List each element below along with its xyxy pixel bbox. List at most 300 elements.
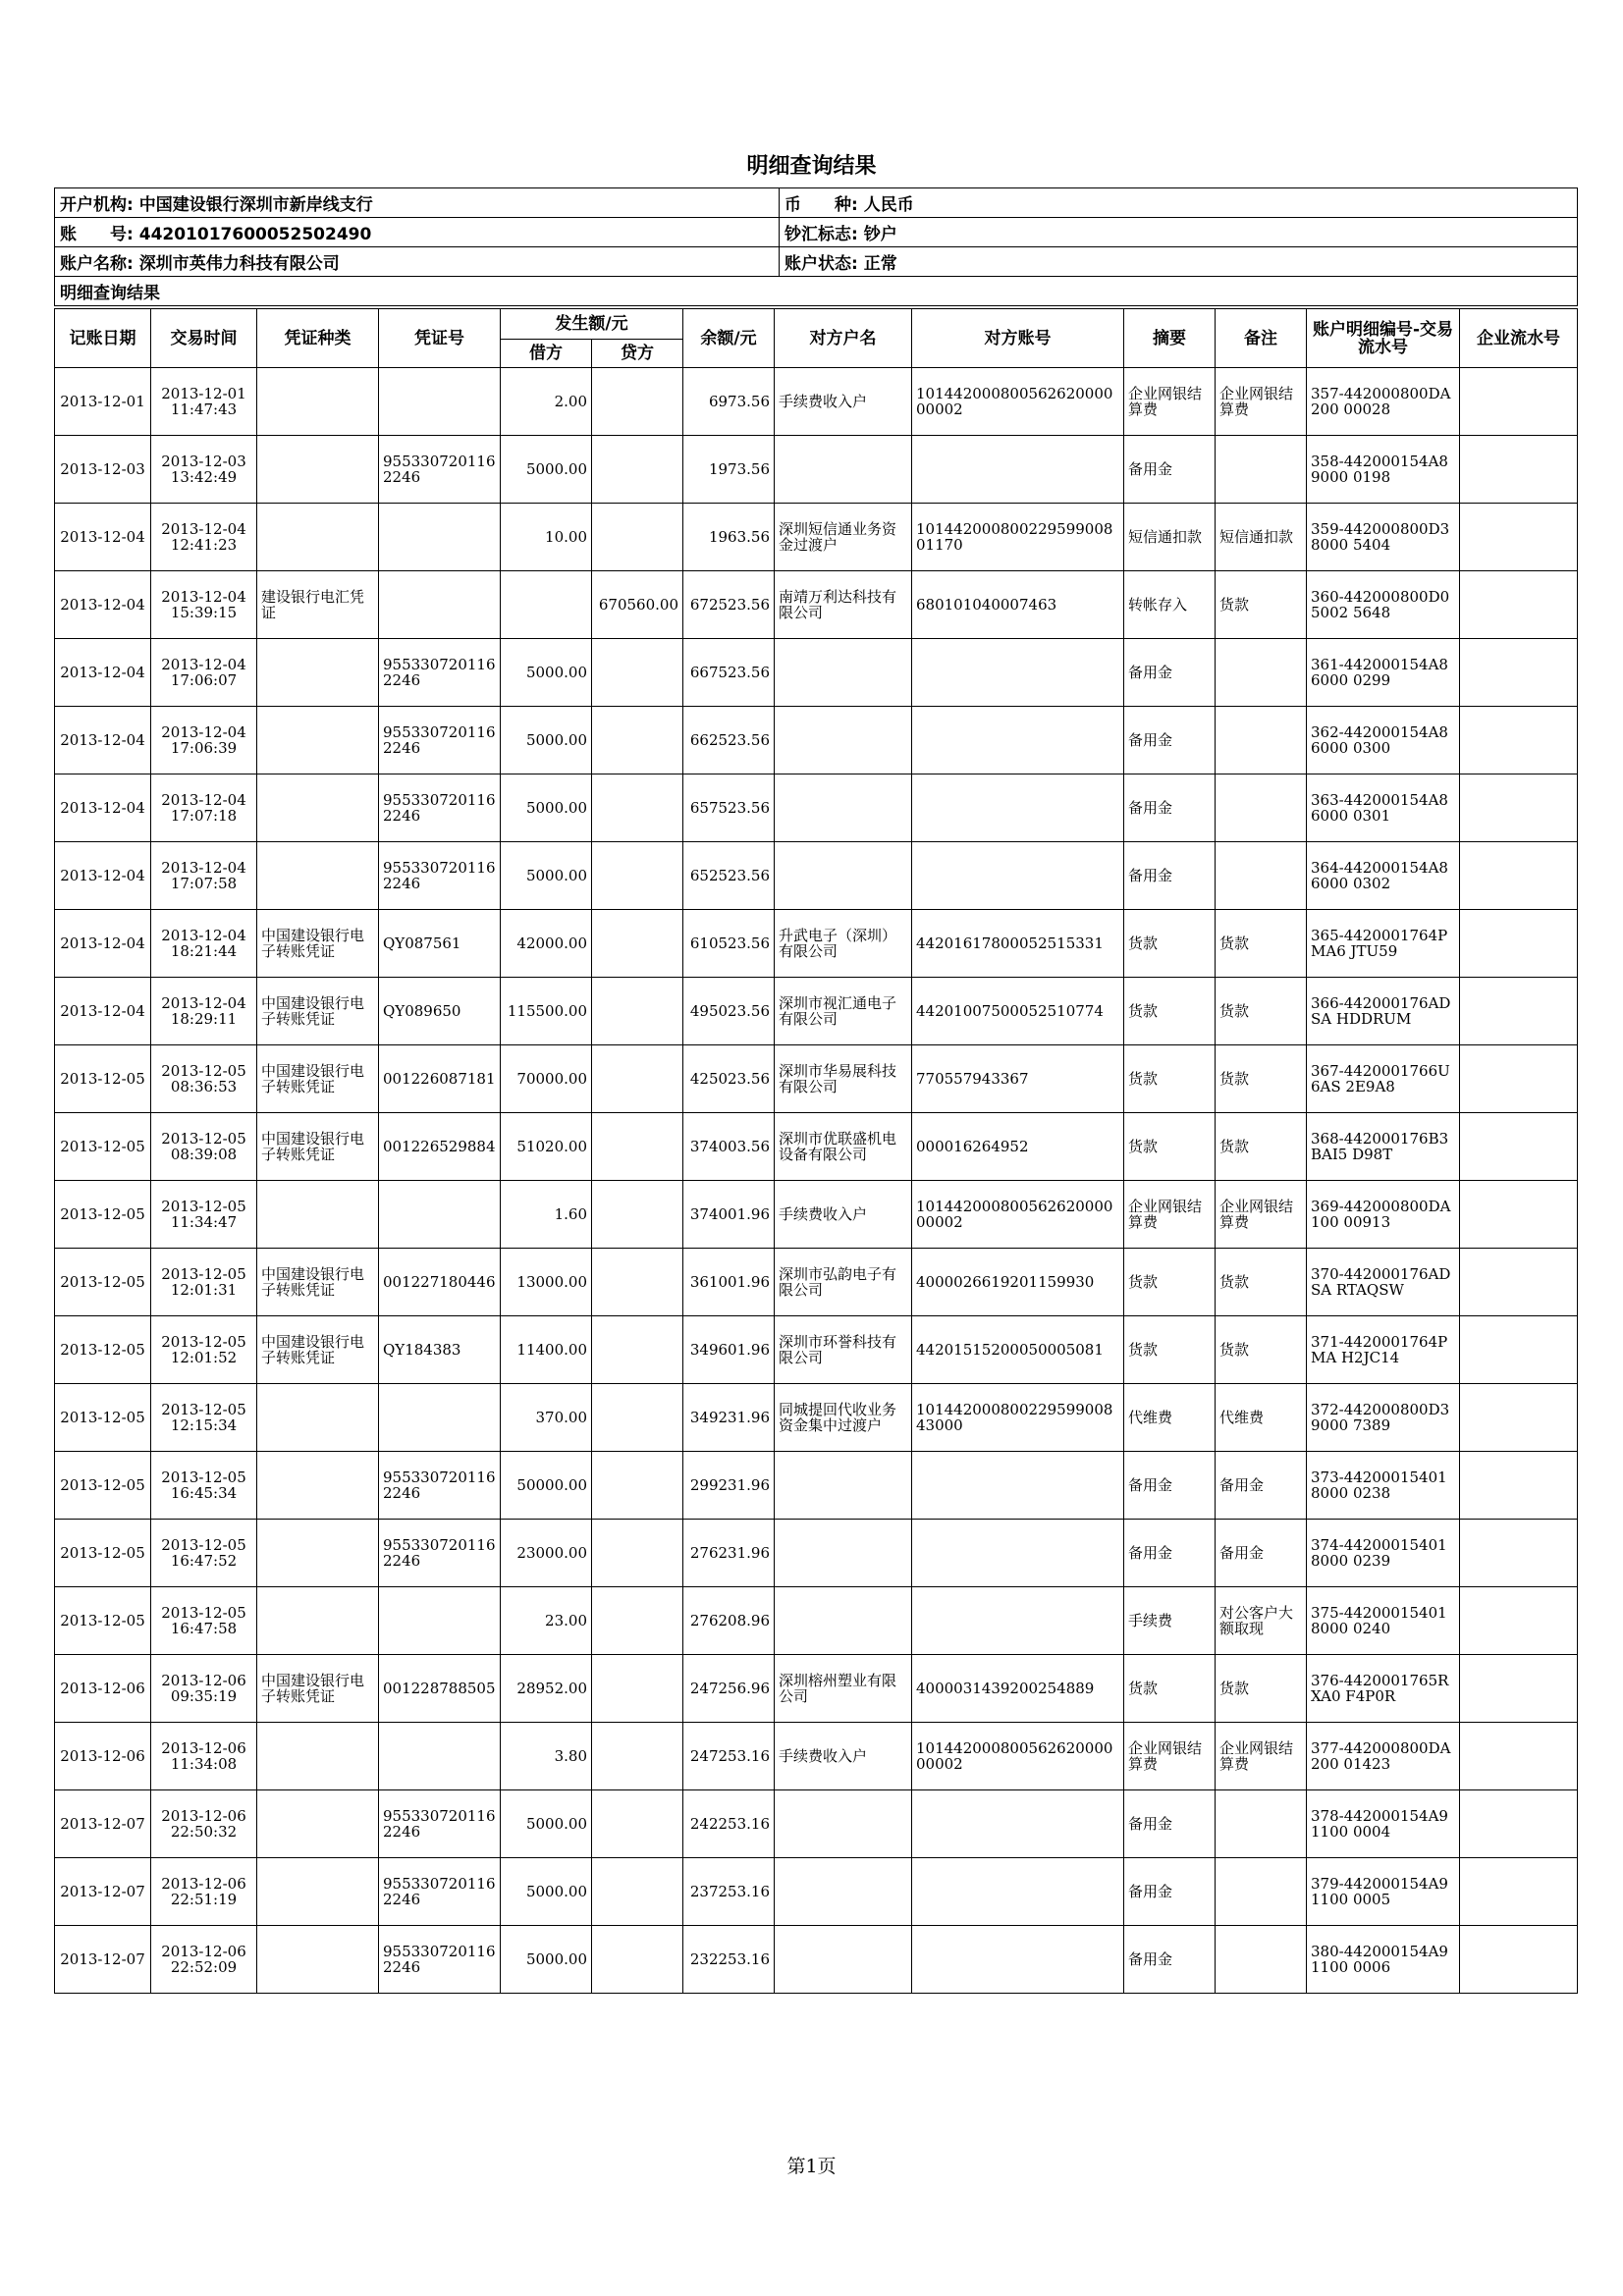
row-detail-no: 359-442000800D38000 5404 xyxy=(1307,504,1460,571)
row-counterparty-account: 4000026619201159930 xyxy=(912,1249,1124,1316)
row-summary: 备用金 xyxy=(1124,1452,1216,1520)
row-credit: 670560.00 xyxy=(592,571,683,639)
row-enterprise-no xyxy=(1460,1181,1578,1249)
table-row xyxy=(55,368,1578,436)
row-credit xyxy=(592,368,683,436)
row-summary: 企业网银结算费 xyxy=(1124,1723,1216,1790)
row-enterprise-no xyxy=(1460,1452,1578,1520)
row-voucher-type xyxy=(257,368,379,436)
row-debit: 11400.00 xyxy=(501,1316,592,1384)
row-credit xyxy=(592,1926,683,1994)
table-row xyxy=(55,1249,1578,1316)
row-time: 2013-12-05 11:34:47 xyxy=(151,1181,257,1249)
status-label: 账户状态: xyxy=(784,254,858,274)
row-counterparty-name: 深圳市优联盛机电设备有限公司 xyxy=(775,1113,912,1181)
row-balance: 349601.96 xyxy=(683,1316,775,1384)
row-time: 2013-12-05 12:15:34 xyxy=(151,1384,257,1452)
row-voucher-no: 001226087181 xyxy=(379,1045,501,1113)
row-time: 2013-12-04 17:06:07 xyxy=(151,639,257,707)
header-voucher-no: 凭证号 xyxy=(379,309,501,368)
row-balance: 247253.16 xyxy=(683,1723,775,1790)
row-note: 货款 xyxy=(1216,571,1307,639)
row-enterprise-no xyxy=(1460,436,1578,504)
row-debit: 2.00 xyxy=(501,368,592,436)
table-row xyxy=(55,436,1578,504)
row-counterparty-account xyxy=(912,1790,1124,1858)
header-amount-group: 发生额/元 xyxy=(501,309,683,340)
row-voucher-type xyxy=(257,504,379,571)
row-credit xyxy=(592,1587,683,1655)
row-balance: 276231.96 xyxy=(683,1520,775,1587)
header-note: 备注 xyxy=(1216,309,1307,368)
row-date: 2013-12-06 xyxy=(55,1723,151,1790)
row-time: 2013-12-05 08:39:08 xyxy=(151,1113,257,1181)
row-voucher-type xyxy=(257,707,379,774)
row-voucher-type xyxy=(257,1384,379,1452)
row-voucher-no: 955330720116 2246 xyxy=(379,436,501,504)
row-credit xyxy=(592,1249,683,1316)
row-debit: 5000.00 xyxy=(501,1926,592,1994)
row-time: 2013-12-04 15:39:15 xyxy=(151,571,257,639)
row-note xyxy=(1216,707,1307,774)
row-counterparty-account: 680101040007463 xyxy=(912,571,1124,639)
row-counterparty-account xyxy=(912,1452,1124,1520)
row-note xyxy=(1216,1790,1307,1858)
row-note: 货款 xyxy=(1216,978,1307,1045)
row-debit: 51020.00 xyxy=(501,1113,592,1181)
row-detail-no: 375-442000154018000 0240 xyxy=(1307,1587,1460,1655)
row-time: 2013-12-05 12:01:52 xyxy=(151,1316,257,1384)
row-voucher-type xyxy=(257,1858,379,1926)
row-date: 2013-12-06 xyxy=(55,1655,151,1723)
row-time: 2013-12-04 18:29:11 xyxy=(151,978,257,1045)
row-date: 2013-12-04 xyxy=(55,707,151,774)
row-summary: 备用金 xyxy=(1124,707,1216,774)
row-counterparty-name: 升武电子（深圳）有限公司 xyxy=(775,910,912,978)
row-summary: 货款 xyxy=(1124,978,1216,1045)
row-credit xyxy=(592,707,683,774)
row-detail-no: 380-442000154A91100 0006 xyxy=(1307,1926,1460,1994)
row-voucher-no: 955330720116 2246 xyxy=(379,707,501,774)
institution-label: 开户机构: xyxy=(60,195,134,215)
row-debit: 10.00 xyxy=(501,504,592,571)
row-counterparty-account xyxy=(912,774,1124,842)
row-enterprise-no xyxy=(1460,1316,1578,1384)
row-enterprise-no xyxy=(1460,1520,1578,1587)
row-counterparty-name: 深圳市华易展科技有限公司 xyxy=(775,1045,912,1113)
row-balance: 1973.56 xyxy=(683,436,775,504)
row-detail-no: 366-442000176ADSA HDDRUM xyxy=(1307,978,1460,1045)
row-note: 企业网银结算费 xyxy=(1216,1723,1307,1790)
row-enterprise-no xyxy=(1460,1587,1578,1655)
row-voucher-no xyxy=(379,1181,501,1249)
row-voucher-no: 955330720116 2246 xyxy=(379,1520,501,1587)
row-detail-no: 358-442000154A89000 0198 xyxy=(1307,436,1460,504)
row-counterparty-name xyxy=(775,1790,912,1858)
account-no-label: 账 号: xyxy=(60,225,134,244)
row-note xyxy=(1216,436,1307,504)
row-summary: 备用金 xyxy=(1124,774,1216,842)
row-counterparty-account xyxy=(912,436,1124,504)
row-summary: 短信通扣款 xyxy=(1124,504,1216,571)
row-counterparty-account: 44201617800052515331 xyxy=(912,910,1124,978)
row-note: 对公客户大额取现 xyxy=(1216,1587,1307,1655)
row-voucher-no xyxy=(379,368,501,436)
row-date: 2013-12-05 xyxy=(55,1181,151,1249)
row-note: 短信通扣款 xyxy=(1216,504,1307,571)
row-counterparty-name: 深圳短信通业务资金过渡户 xyxy=(775,504,912,571)
row-voucher-type xyxy=(257,842,379,910)
row-counterparty-name: 深圳市弘韵电子有限公司 xyxy=(775,1249,912,1316)
row-credit xyxy=(592,910,683,978)
row-voucher-no: 955330720116 2246 xyxy=(379,842,501,910)
info-row-institution xyxy=(55,188,1578,218)
row-voucher-no: 955330720116 2246 xyxy=(379,1858,501,1926)
row-detail-no: 376-4420001765RXA0 F4P0R xyxy=(1307,1655,1460,1723)
row-date: 2013-12-05 xyxy=(55,1045,151,1113)
row-detail-no: 362-442000154A86000 0300 xyxy=(1307,707,1460,774)
institution-value: 中国建设银行深圳市新岸线支行 xyxy=(138,195,373,215)
row-enterprise-no xyxy=(1460,1723,1578,1790)
row-date: 2013-12-05 xyxy=(55,1316,151,1384)
row-credit xyxy=(592,504,683,571)
row-credit xyxy=(592,1723,683,1790)
row-voucher-type: 建设银行电汇凭证 xyxy=(257,571,379,639)
row-summary: 备用金 xyxy=(1124,1858,1216,1926)
row-voucher-type xyxy=(257,639,379,707)
row-voucher-type xyxy=(257,774,379,842)
row-date: 2013-12-05 xyxy=(55,1587,151,1655)
row-credit xyxy=(592,1316,683,1384)
row-date: 2013-12-04 xyxy=(55,571,151,639)
table-row xyxy=(55,571,1578,639)
row-note xyxy=(1216,842,1307,910)
row-counterparty-account: 000016264952 xyxy=(912,1113,1124,1181)
info-row-name xyxy=(55,247,1578,277)
row-detail-no: 371-4420001764PMA H2JC14 xyxy=(1307,1316,1460,1384)
row-detail-no: 369-442000800DA100 00913 xyxy=(1307,1181,1460,1249)
row-debit: 23000.00 xyxy=(501,1520,592,1587)
row-balance: 1963.56 xyxy=(683,504,775,571)
row-counterparty-name xyxy=(775,774,912,842)
row-enterprise-no xyxy=(1460,571,1578,639)
row-note xyxy=(1216,1858,1307,1926)
row-detail-no: 360-442000800D05002 5648 xyxy=(1307,571,1460,639)
row-enterprise-no xyxy=(1460,368,1578,436)
row-counterparty-name xyxy=(775,639,912,707)
row-summary: 货款 xyxy=(1124,1045,1216,1113)
info-row-section xyxy=(55,277,1578,306)
table-row xyxy=(55,910,1578,978)
table-row xyxy=(55,1655,1578,1723)
page-number: 第1页 xyxy=(786,2156,837,2177)
table-row xyxy=(55,1113,1578,1181)
row-detail-no: 377-442000800DA200 01423 xyxy=(1307,1723,1460,1790)
table-row xyxy=(55,1316,1578,1384)
row-note: 货款 xyxy=(1216,1249,1307,1316)
row-counterparty-name xyxy=(775,707,912,774)
row-counterparty-name: 手续费收入户 xyxy=(775,1181,912,1249)
row-credit xyxy=(592,1790,683,1858)
cash-flag-value: 钞户 xyxy=(863,225,897,244)
row-debit xyxy=(501,571,592,639)
row-counterparty-account: 101442000800562620000 00002 xyxy=(912,368,1124,436)
row-voucher-no xyxy=(379,1384,501,1452)
table-row xyxy=(55,504,1578,571)
row-voucher-type xyxy=(257,1926,379,1994)
header-counterparty-name: 对方户名 xyxy=(775,309,912,368)
row-counterparty-name: 手续费收入户 xyxy=(775,1723,912,1790)
row-debit: 3.80 xyxy=(501,1723,592,1790)
row-detail-no: 363-442000154A86000 0301 xyxy=(1307,774,1460,842)
row-voucher-type: 中国建设银行电子转账凭证 xyxy=(257,1045,379,1113)
account-name-label: 账户名称: xyxy=(60,254,134,274)
row-voucher-no: 955330720116 2246 xyxy=(379,639,501,707)
row-time: 2013-12-03 13:42:49 xyxy=(151,436,257,504)
row-debit: 50000.00 xyxy=(501,1452,592,1520)
row-balance: 242253.16 xyxy=(683,1790,775,1858)
table-row xyxy=(55,1723,1578,1790)
header-debit: 借方 xyxy=(501,340,592,368)
row-enterprise-no xyxy=(1460,1790,1578,1858)
row-date: 2013-12-05 xyxy=(55,1384,151,1452)
row-date: 2013-12-05 xyxy=(55,1113,151,1181)
row-summary: 手续费 xyxy=(1124,1587,1216,1655)
account-no-cell xyxy=(55,218,780,247)
row-credit xyxy=(592,1181,683,1249)
header-credit: 贷方 xyxy=(592,340,683,368)
row-note: 代维费 xyxy=(1216,1384,1307,1452)
row-debit: 115500.00 xyxy=(501,978,592,1045)
row-balance: 495023.56 xyxy=(683,978,775,1045)
info-row-account xyxy=(55,218,1578,247)
row-enterprise-no xyxy=(1460,639,1578,707)
row-voucher-type: 中国建设银行电子转账凭证 xyxy=(257,910,379,978)
row-voucher-type xyxy=(257,436,379,504)
row-voucher-type xyxy=(257,1181,379,1249)
row-balance: 6973.56 xyxy=(683,368,775,436)
row-summary: 备用金 xyxy=(1124,639,1216,707)
row-balance: 299231.96 xyxy=(683,1452,775,1520)
row-debit: 5000.00 xyxy=(501,639,592,707)
row-detail-no: 368-442000176B3BAI5 D98T xyxy=(1307,1113,1460,1181)
row-counterparty-account: 101442000800229599008 43000 xyxy=(912,1384,1124,1452)
header-counterparty-account: 对方账号 xyxy=(912,309,1124,368)
row-detail-no: 361-442000154A86000 0299 xyxy=(1307,639,1460,707)
transactions-table xyxy=(54,308,1578,1994)
row-enterprise-no xyxy=(1460,1655,1578,1723)
row-note: 备用金 xyxy=(1216,1520,1307,1587)
section-label: 明细查询结果 xyxy=(55,277,1578,306)
row-note xyxy=(1216,639,1307,707)
row-counterparty-name: 深圳市环誉科技有限公司 xyxy=(775,1316,912,1384)
row-note: 企业网银结算费 xyxy=(1216,368,1307,436)
row-note: 货款 xyxy=(1216,1113,1307,1181)
header-voucher-type: 凭证种类 xyxy=(257,309,379,368)
row-time: 2013-12-04 18:21:44 xyxy=(151,910,257,978)
row-balance: 374001.96 xyxy=(683,1181,775,1249)
status-value: 正常 xyxy=(863,254,897,274)
account-no-value: 44201017600052502490 xyxy=(138,225,372,244)
row-time: 2013-12-01 11:47:43 xyxy=(151,368,257,436)
row-voucher-type: 中国建设银行电子转账凭证 xyxy=(257,1655,379,1723)
header-detail-no: 账户明细编号-交易流水号 xyxy=(1307,309,1460,368)
row-note: 货款 xyxy=(1216,910,1307,978)
row-time: 2013-12-04 17:06:39 xyxy=(151,707,257,774)
row-counterparty-name: 同城提回代收业务资金集中过渡户 xyxy=(775,1384,912,1452)
page-title: 明细查询结果 xyxy=(746,154,877,179)
row-enterprise-no xyxy=(1460,842,1578,910)
table-row xyxy=(55,1384,1578,1452)
row-counterparty-name: 手续费收入户 xyxy=(775,368,912,436)
row-enterprise-no xyxy=(1460,707,1578,774)
row-time: 2013-12-04 17:07:18 xyxy=(151,774,257,842)
row-counterparty-name xyxy=(775,1587,912,1655)
row-enterprise-no xyxy=(1460,978,1578,1045)
row-balance: 672523.56 xyxy=(683,571,775,639)
row-voucher-no: QY089650 xyxy=(379,978,501,1045)
row-counterparty-account xyxy=(912,842,1124,910)
row-balance: 657523.56 xyxy=(683,774,775,842)
row-note: 备用金 xyxy=(1216,1452,1307,1520)
table-row xyxy=(55,1858,1578,1926)
row-counterparty-account: 101442000800229599008 01170 xyxy=(912,504,1124,571)
row-time: 2013-12-05 16:47:58 xyxy=(151,1587,257,1655)
table-row xyxy=(55,1520,1578,1587)
row-debit: 13000.00 xyxy=(501,1249,592,1316)
row-detail-no: 378-442000154A91100 0004 xyxy=(1307,1790,1460,1858)
row-voucher-type xyxy=(257,1723,379,1790)
row-debit: 5000.00 xyxy=(501,774,592,842)
row-summary: 备用金 xyxy=(1124,436,1216,504)
row-voucher-no: 001227180446 xyxy=(379,1249,501,1316)
row-debit: 5000.00 xyxy=(501,842,592,910)
table-row xyxy=(55,1045,1578,1113)
row-time: 2013-12-04 12:41:23 xyxy=(151,504,257,571)
row-time: 2013-12-06 22:52:09 xyxy=(151,1926,257,1994)
row-credit xyxy=(592,1655,683,1723)
row-counterparty-account: 101442000800562620000 00002 xyxy=(912,1723,1124,1790)
row-note: 货款 xyxy=(1216,1045,1307,1113)
row-summary: 备用金 xyxy=(1124,1790,1216,1858)
row-debit: 5000.00 xyxy=(501,1790,592,1858)
row-enterprise-no xyxy=(1460,1384,1578,1452)
cash-flag-cell xyxy=(780,218,1578,247)
row-counterparty-account: 770557943367 xyxy=(912,1045,1124,1113)
table-row xyxy=(55,1587,1578,1655)
row-note: 货款 xyxy=(1216,1316,1307,1384)
row-credit xyxy=(592,1384,683,1452)
row-credit xyxy=(592,436,683,504)
row-detail-no: 365-4420001764PMA6 JTU59 xyxy=(1307,910,1460,978)
header-time: 交易时间 xyxy=(151,309,257,368)
row-counterparty-account xyxy=(912,1858,1124,1926)
row-voucher-type xyxy=(257,1587,379,1655)
row-voucher-type xyxy=(257,1452,379,1520)
row-summary: 货款 xyxy=(1124,1316,1216,1384)
row-debit: 42000.00 xyxy=(501,910,592,978)
row-enterprise-no xyxy=(1460,1113,1578,1181)
row-summary: 企业网银结算费 xyxy=(1124,1181,1216,1249)
row-debit: 28952.00 xyxy=(501,1655,592,1723)
row-note xyxy=(1216,774,1307,842)
row-voucher-type: 中国建设银行电子转账凭证 xyxy=(257,1249,379,1316)
status-cell xyxy=(780,247,1578,277)
row-date: 2013-12-07 xyxy=(55,1790,151,1858)
row-detail-no: 364-442000154A86000 0302 xyxy=(1307,842,1460,910)
row-voucher-no: QY087561 xyxy=(379,910,501,978)
row-time: 2013-12-05 16:45:34 xyxy=(151,1452,257,1520)
row-voucher-no xyxy=(379,1587,501,1655)
row-summary: 企业网银结算费 xyxy=(1124,368,1216,436)
row-counterparty-account xyxy=(912,639,1124,707)
row-detail-no: 367-4420001766U6AS 2E9A8 xyxy=(1307,1045,1460,1113)
row-balance: 361001.96 xyxy=(683,1249,775,1316)
row-note: 企业网银结算费 xyxy=(1216,1181,1307,1249)
table-row xyxy=(55,1926,1578,1994)
row-balance: 652523.56 xyxy=(683,842,775,910)
row-counterparty-account xyxy=(912,1587,1124,1655)
row-balance: 237253.16 xyxy=(683,1858,775,1926)
row-credit xyxy=(592,639,683,707)
row-enterprise-no xyxy=(1460,910,1578,978)
row-debit: 70000.00 xyxy=(501,1045,592,1113)
row-credit xyxy=(592,1045,683,1113)
row-voucher-type xyxy=(257,1520,379,1587)
header-summary: 摘要 xyxy=(1124,309,1216,368)
account-info-table xyxy=(54,187,1578,306)
row-counterparty-name: 南靖万利达科技有限公司 xyxy=(775,571,912,639)
row-voucher-no: 955330720116 2246 xyxy=(379,1790,501,1858)
row-time: 2013-12-06 22:51:19 xyxy=(151,1858,257,1926)
row-credit xyxy=(592,1113,683,1181)
row-counterparty-name xyxy=(775,1452,912,1520)
row-counterparty-name: 深圳市视汇通电子有限公司 xyxy=(775,978,912,1045)
row-balance: 232253.16 xyxy=(683,1926,775,1994)
table-row xyxy=(55,774,1578,842)
row-date: 2013-12-04 xyxy=(55,504,151,571)
row-summary: 货款 xyxy=(1124,1249,1216,1316)
currency-label: 币 种: xyxy=(784,195,858,215)
row-debit: 370.00 xyxy=(501,1384,592,1452)
row-debit: 5000.00 xyxy=(501,707,592,774)
row-enterprise-no xyxy=(1460,504,1578,571)
row-detail-no: 373-442000154018000 0238 xyxy=(1307,1452,1460,1520)
row-voucher-no xyxy=(379,571,501,639)
row-debit: 5000.00 xyxy=(501,436,592,504)
row-enterprise-no xyxy=(1460,774,1578,842)
row-counterparty-name xyxy=(775,1858,912,1926)
row-credit xyxy=(592,1520,683,1587)
row-balance: 247256.96 xyxy=(683,1655,775,1723)
row-enterprise-no xyxy=(1460,1926,1578,1994)
row-date: 2013-12-05 xyxy=(55,1452,151,1520)
table-row xyxy=(55,1181,1578,1249)
row-date: 2013-12-07 xyxy=(55,1926,151,1994)
row-counterparty-account xyxy=(912,707,1124,774)
row-detail-no: 370-442000176ADSA RTAQSW xyxy=(1307,1249,1460,1316)
row-counterparty-name xyxy=(775,436,912,504)
row-date: 2013-12-04 xyxy=(55,978,151,1045)
currency-cell xyxy=(780,188,1578,218)
row-counterparty-name xyxy=(775,842,912,910)
row-time: 2013-12-04 17:07:58 xyxy=(151,842,257,910)
row-voucher-no xyxy=(379,504,501,571)
row-date: 2013-12-04 xyxy=(55,639,151,707)
row-date: 2013-12-05 xyxy=(55,1249,151,1316)
row-balance: 667523.56 xyxy=(683,639,775,707)
row-credit xyxy=(592,842,683,910)
